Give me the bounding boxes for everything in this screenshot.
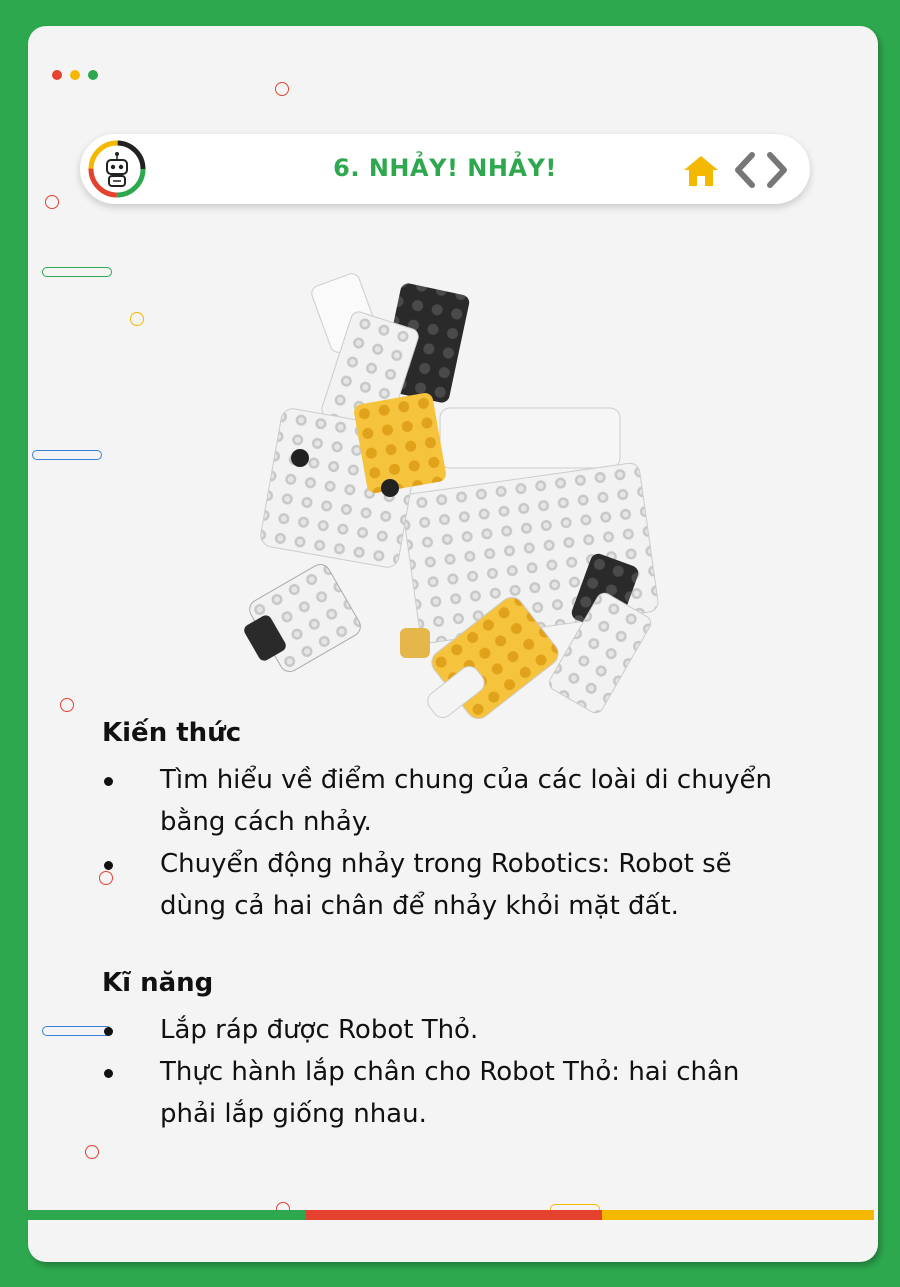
- footer-bar-green: [28, 1210, 306, 1220]
- red-dot: [52, 70, 62, 80]
- decor-circle: [275, 82, 289, 96]
- chevron-left-icon[interactable]: [732, 152, 758, 188]
- footer-bar-red: [306, 1210, 602, 1220]
- decor-circle: [85, 1145, 99, 1159]
- list-item: [102, 843, 802, 927]
- decor-pill: [42, 267, 112, 277]
- footer-bar-yellow: [602, 1210, 874, 1220]
- bullet-icon: [104, 777, 113, 786]
- skills-heading: Kĩ năng: [102, 968, 214, 998]
- window-dots: [52, 70, 98, 80]
- knowledge-list: [102, 759, 802, 927]
- decor-pill: [32, 450, 102, 460]
- page-card: [28, 26, 878, 1262]
- lesson-title: 6. NHẢY! NHẢY!: [333, 154, 557, 182]
- list-item: [102, 759, 802, 843]
- list-item: [102, 1009, 802, 1051]
- home-icon[interactable]: [682, 154, 720, 188]
- bullet-icon: [104, 1069, 113, 1078]
- bullet-icon: [104, 1027, 113, 1036]
- lesson-header: [80, 134, 810, 204]
- green-dot: [88, 70, 98, 80]
- decor-circle: [130, 312, 144, 326]
- list-item-text: Chuyển động nhảy trong Robotics: Robot sẽ dùng cả hai chân để nhảy khỏi mặt đất.: [160, 849, 732, 921]
- chevron-right-icon[interactable]: [764, 152, 790, 188]
- list-item-text: Thực hành lắp chân cho Robot Thỏ: hai chân phải lắp giống nhau.: [160, 1057, 740, 1129]
- skills-list: [102, 1009, 802, 1135]
- decor-circle: [45, 195, 59, 209]
- knowledge-heading: Kiến thức: [102, 718, 242, 748]
- list-item-text: Tìm hiểu về điểm chung của các loài di chuyển bằng cách nhảy.: [160, 765, 773, 837]
- bullet-icon: [104, 861, 113, 870]
- yellow-dot: [70, 70, 80, 80]
- robot-rabbit-image: [240, 258, 660, 748]
- list-item: [102, 1051, 802, 1135]
- list-item-text: Lắp ráp được Robot Thỏ.: [160, 1015, 479, 1045]
- decor-circle: [60, 698, 74, 712]
